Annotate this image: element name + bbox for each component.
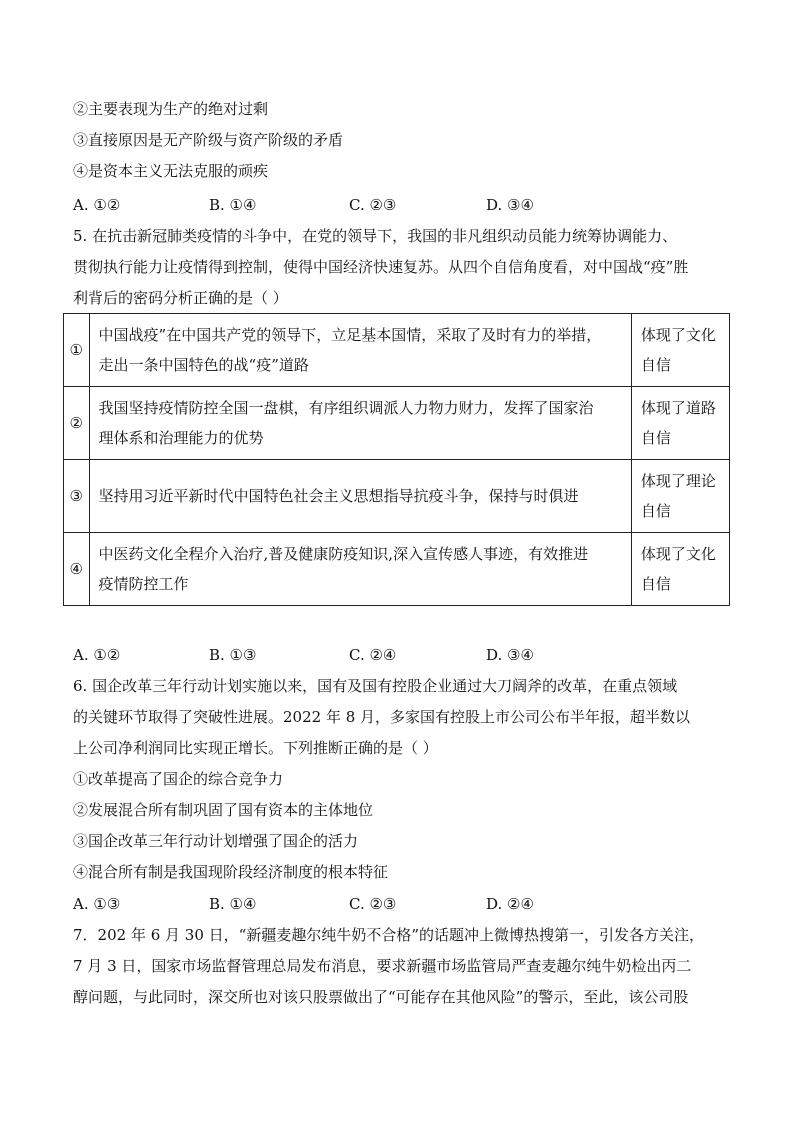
q6-stem-line-3: 上公司净利润同比实现正增长。下列推断正确的是（ ） xyxy=(73,739,438,757)
q5-stem-line-1: 5. 在抗击新冠肺类疫情的斗争中，在党的领导下，我国的非凡组织动员能力统筹协调能力、 xyxy=(73,227,678,245)
row-conclusion: 体现了道路 自信 xyxy=(631,387,729,460)
table-row xyxy=(64,460,730,533)
q4-option-d: D. ③④ xyxy=(486,196,534,214)
q6-options xyxy=(73,894,733,914)
q4-option-c: C. ②③ xyxy=(349,196,397,214)
row-statement: 中国战疫”在中国共产党的领导下，立足基本国情，采取了及时有力的举措， 走出一条中国特色的战“疫”道路 xyxy=(89,314,631,387)
row-number: ④ xyxy=(64,533,90,606)
q6-item-2: ②发展混合所有制巩固了国有资本的主体地位 xyxy=(73,801,374,819)
q6-item-1: ①改革提高了国企的综合竞争力 xyxy=(73,770,284,788)
q5-table xyxy=(63,313,730,606)
q4-option-b: B. ①④ xyxy=(209,196,257,214)
q5-option-c: C. ②④ xyxy=(349,646,397,664)
q6-item-3: ③国企改革三年行动计划增强了国企的活力 xyxy=(73,832,359,850)
row-conclusion: 体现了理论 自信 xyxy=(631,460,729,533)
q6-item-4: ④混合所有制是我国现阶段经济制度的根本特征 xyxy=(73,863,389,881)
q4-option-a: A. ①② xyxy=(73,196,121,214)
q4-item-4: ④是资本主义无法克服的顽疾 xyxy=(73,162,269,180)
q6-option-a: A. ①③ xyxy=(73,895,121,913)
table-row xyxy=(64,533,730,606)
table-row xyxy=(64,314,730,387)
row-number: ③ xyxy=(64,460,90,533)
row-number: ① xyxy=(64,314,90,387)
q5-stem-line-2: 贯彻执行能力让疫情得到控制，使得中国经济快速复苏。从四个自信角度看，对中国战“疫”胜 xyxy=(73,258,689,276)
q5-option-a: A. ①② xyxy=(73,646,121,664)
q4-item-2: ②主要表现为生产的绝对过剩 xyxy=(73,100,269,118)
q7-stem-line-1: 7．202 年 6 月 30 日，“新疆麦趣尔纯牛奶不合格”的话题冲上微博热搜第一，引发各方关注， xyxy=(73,926,704,944)
table-row xyxy=(64,387,730,460)
q6-option-c: C. ②③ xyxy=(349,895,397,913)
q6-stem-line-2: 的关键环节取得了突破性进展。2022 年 8 月，多家国有控股上市公司公布半年报，超半数以 xyxy=(73,708,691,726)
q5-option-d: D. ③④ xyxy=(486,646,534,664)
q5-stem-line-3: 利背后的密码分析正确的是（ ） xyxy=(73,289,288,307)
row-statement: 坚持用习近平新时代中国特色社会主义思想指导抗疫斗争，保持与时俱进 xyxy=(89,460,631,533)
row-statement: 我国坚持疫情防控全国一盘棋，有序组织调派人力物力财力，发挥了国家治 理体系和治理能力的优势 xyxy=(89,387,631,460)
q6-option-b: B. ①④ xyxy=(209,895,257,913)
q7-stem-line-3: 醇问题，与此同时，深交所也对该只股票做出了“可能存在其他风险”的警示，至此，该公司股 xyxy=(73,988,689,1006)
q6-option-d: D. ②④ xyxy=(486,895,534,913)
row-number: ② xyxy=(64,387,90,460)
row-conclusion: 体现了文化 自信 xyxy=(631,314,729,387)
q6-stem-line-1: 6. 国企改革三年行动计划实施以来，国有及国有控股企业通过大刀阔斧的改革，在重点领域 xyxy=(73,677,678,695)
row-statement: 中医药文化全程介入治疗,普及健康防疫知识,深入宣传感人事迹，有效推进 疫情防控工作 xyxy=(89,533,631,606)
q5-options xyxy=(73,645,733,665)
q4-options xyxy=(73,195,733,215)
q5-option-b: B. ①③ xyxy=(209,646,257,664)
row-conclusion: 体现了文化 自信 xyxy=(631,533,729,606)
q4-item-3: ③直接原因是无产阶级与资产阶级的矛盾 xyxy=(73,131,344,149)
q7-stem-line-2: 7 月 3 日，国家市场监督管理总局发布消息，要求新疆市场监管局严查麦趣尔纯牛奶检出丙二 xyxy=(73,957,692,975)
